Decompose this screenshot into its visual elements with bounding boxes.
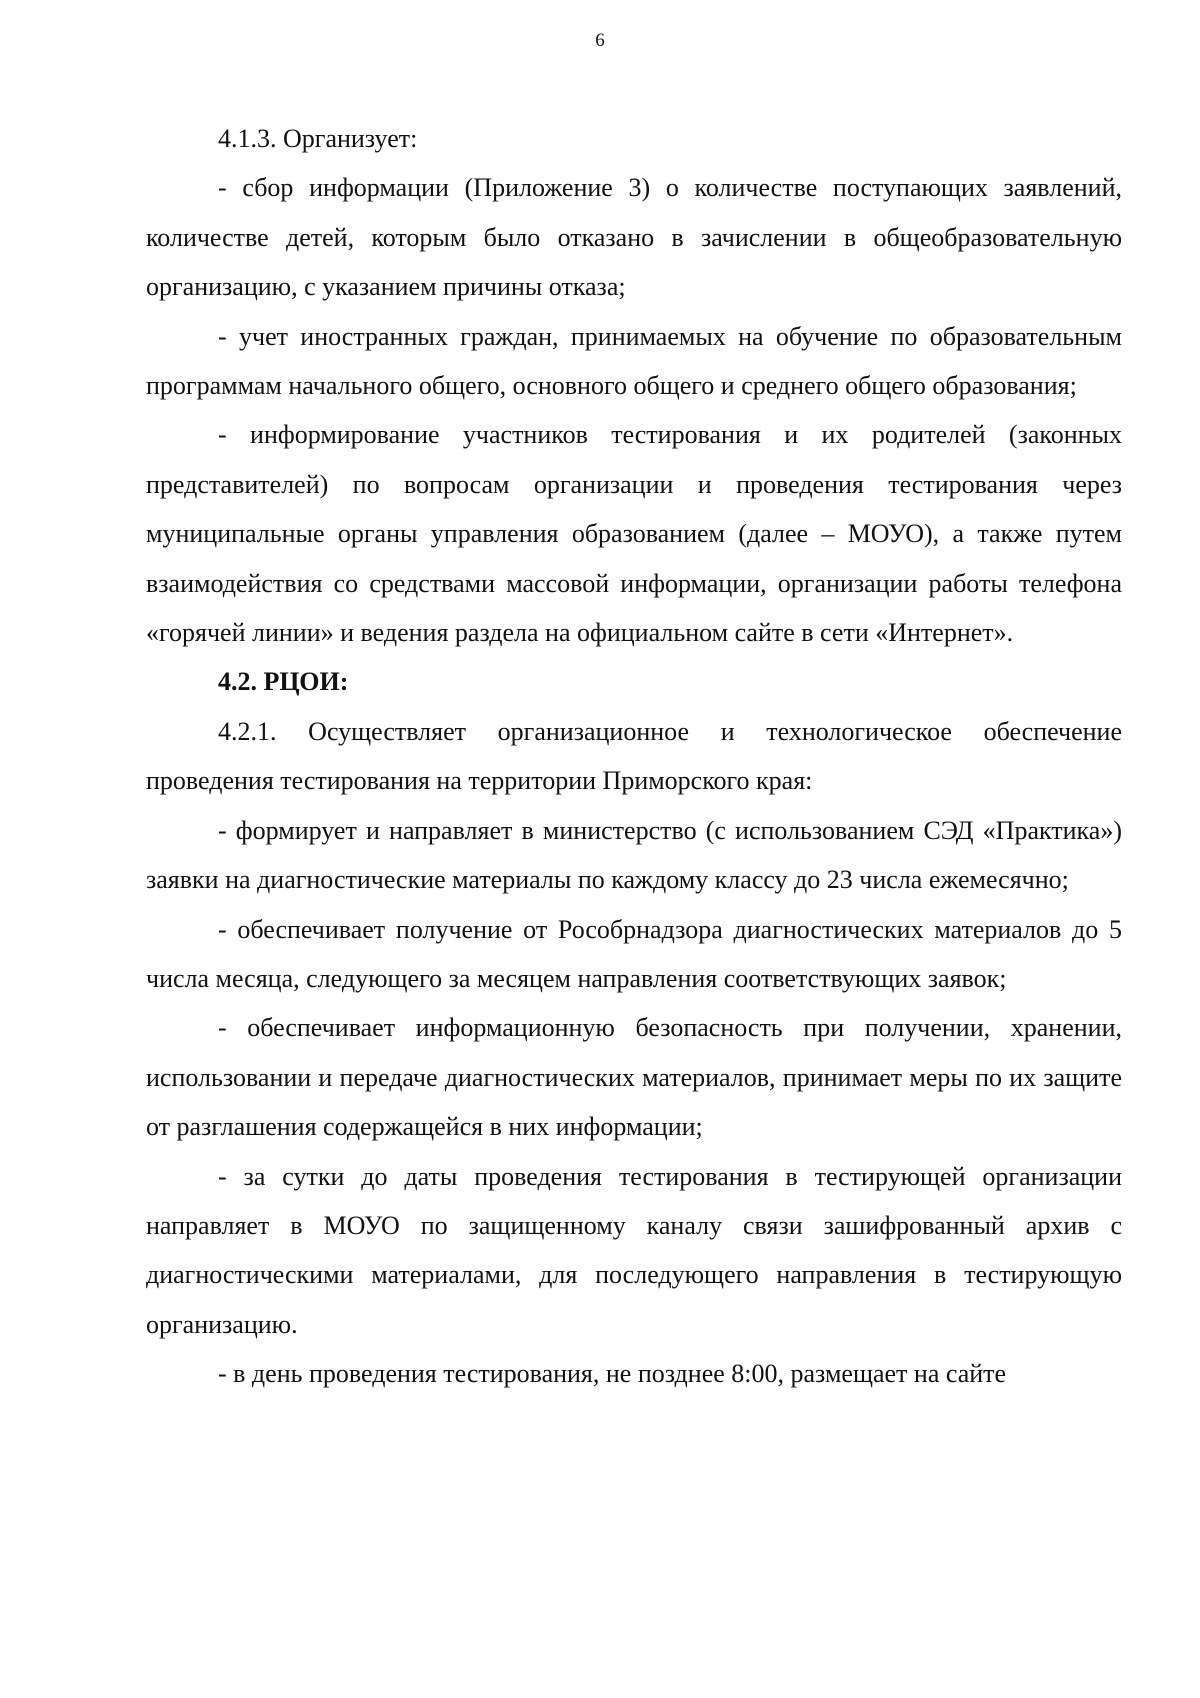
paragraph-information-security: - обеспечивает информационную безопасность при получении, хранении, использовании и передаче диагностических материалов, принимает меры по их защите от разглашения содержащейся в них информации; — [146, 1013, 1122, 1142]
paragraph-requests: - формирует и направляет в министерство (с использованием СЭД «Практика») заявки на диагностические материалы по каждому классу до 23 числа ежемесячно; — [146, 815, 1122, 895]
paragraph-informing-participants: - информирование участников тестирования и их родителей (законных представителей) по вопросам организации и проведения тестирования через муниципальные органы управления образованием (далее – МОУО), а также путем взаимодействия со средствами массовой информации, организации работы телефона «горячей линии» и ведения раздела на официальном сайте в сети «Интернет». — [146, 420, 1122, 648]
paragraph-4-2-1: 4.2.1. Осуществляет организационное и технологическое обеспечение проведения тестирования на территории Приморского края: — [146, 716, 1122, 796]
paragraph-receiving-materials: - обеспечивает получение от Рособрнадзора диагностических материалов до 5 числа месяца, следующего за месяцем направления соответствующих заявок; — [146, 914, 1122, 993]
document-body — [146, 114, 1122, 1399]
paragraph-testing-day: - в день проведения тестирования, не позднее 8:00, размещает на сайте — [218, 1359, 1007, 1389]
paragraph-4-1-3-title: 4.1.3. Организует: — [218, 124, 418, 153]
page-number: 6 — [595, 30, 605, 51]
paragraph-info-collection: - сбор информации (Приложение 3) о количестве поступающих заявлений, количестве детей, которым было отказано в зачислении в общеобразовательную организацию, с указанием причины отказа; — [146, 173, 1122, 302]
paragraph-foreign-citizens: - учет иностранных граждан, принимаемых на обучение по образовательным программам начального общего, основного общего и среднего общего образования; — [146, 321, 1122, 401]
section-heading-4-2: 4.2. РЦОИ: — [218, 667, 349, 697]
paragraph-encrypted-archive: - за сутки до даты проведения тестирования в тестирующей организации направляет в МОУО по защищенному каналу связи зашифрованный архив с диагностическими материалами, для последующего направления в тестирующую организацию. — [146, 1161, 1122, 1339]
